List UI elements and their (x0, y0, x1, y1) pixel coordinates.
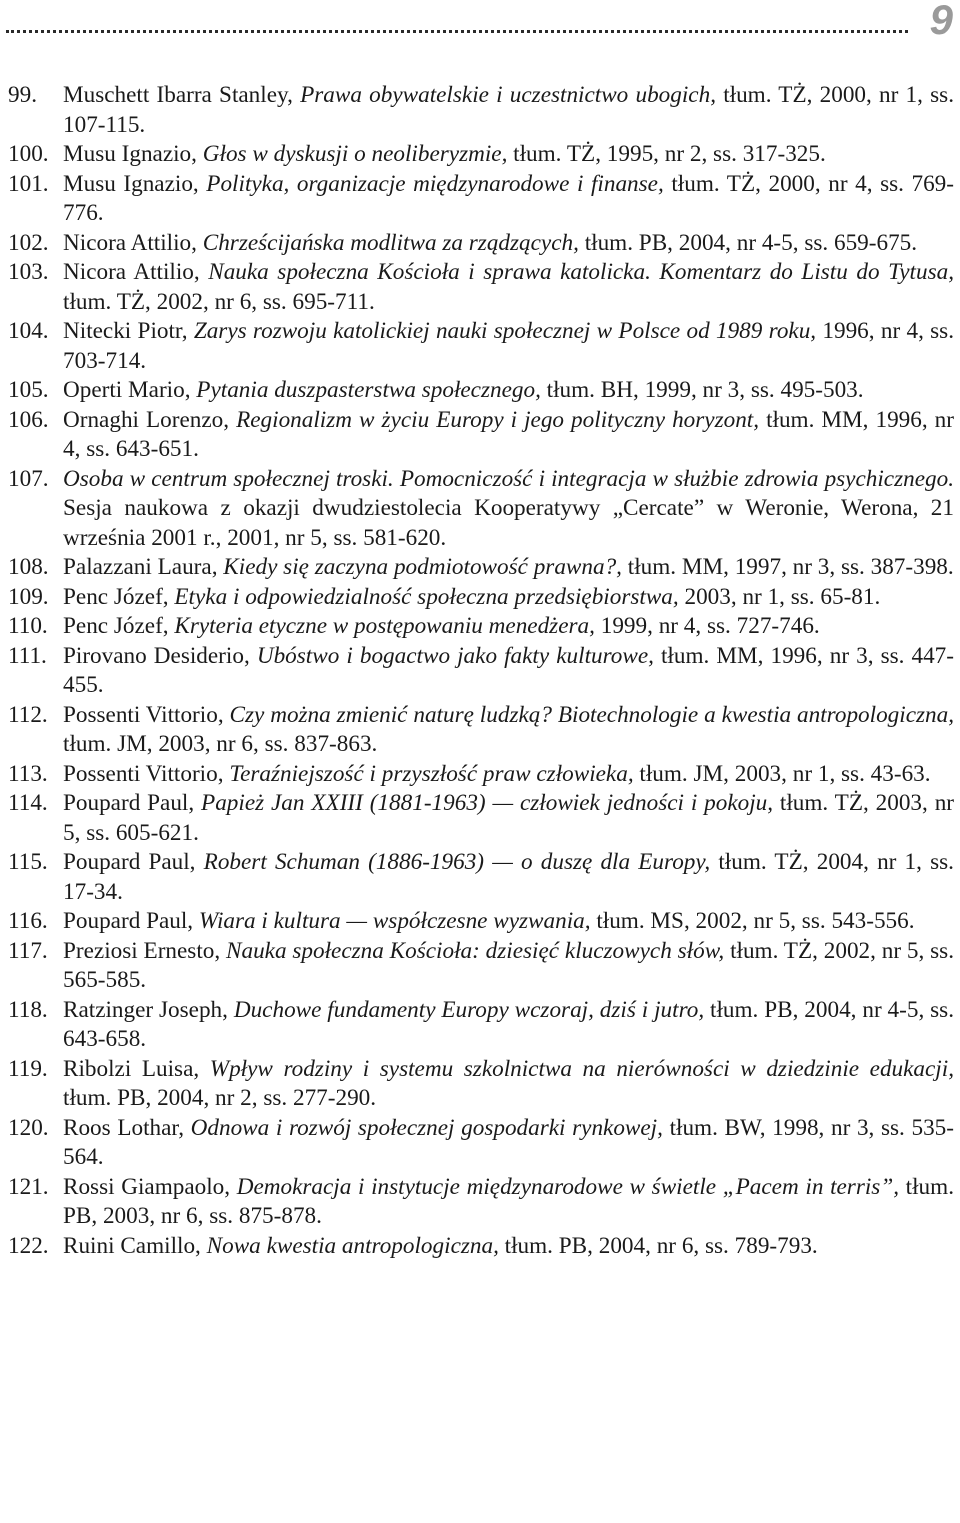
bibliography-entry (0, 760, 960, 790)
bibliography-entry (0, 789, 960, 848)
entry-number: 104. (8, 318, 49, 344)
entry-text: tłum. TŻ, 2003, nr 5, ss. 605-621. (63, 790, 955, 846)
entry-text: Poupard Paul, (63, 908, 199, 934)
entry-text: Penc Józef, (63, 583, 175, 610)
entry-text: tłum. BH, 1999, nr 3, ss. 495-503. (540, 377, 864, 403)
entry-title: Odnowa i rozwój społecznej gospodarki rynkowej, (190, 1114, 663, 1141)
entry-title: Zarys rozwoju katolickiej nauki społecznej w Polsce od 1989 roku, (193, 318, 817, 344)
bibliography-entry (0, 701, 960, 760)
page-number: 9 (929, 0, 952, 43)
entry-text: tłum. TŻ, 2002, nr 5, ss. 565-585. (63, 937, 954, 993)
entry-text: Nitecki Piotr, (63, 318, 194, 344)
entry-number: 110. (8, 613, 48, 639)
entry-text: tłum. PB, 2004, nr 4-5, ss. 659-675. (578, 229, 918, 256)
bibliography-entry (0, 376, 960, 406)
entry-title: Chrześcijańska modlitwa za rządzących, (202, 229, 579, 256)
entry-text: Sesja naukowa z okazji dwudziestolecia Kooperatywy „Cercate” w Weronie, Werona, 21 września 2001 r., 2001, nr 5, ss. 581-620. (63, 495, 954, 551)
entry-text: Rossi Giampaolo, (63, 1173, 237, 1200)
bibliography-entry (0, 406, 960, 465)
entry-number: 116. (8, 908, 48, 934)
entry-number: 111. (8, 642, 47, 669)
entry-number: 115. (8, 849, 48, 875)
entry-number: 99. (8, 82, 37, 108)
entry-number: 119. (8, 1055, 48, 1082)
entry-number: 109. (8, 583, 49, 610)
bibliography-entry (0, 229, 960, 259)
entry-text: tłum. JM, 2003, nr 1, ss. 43-63. (633, 760, 931, 787)
entry-title: Wiara i kultura — współczesne wyzwania, (198, 908, 591, 934)
entry-title: Pytania duszpasterstwa społecznego, (196, 377, 541, 403)
bibliography-entry (0, 907, 960, 937)
entry-text: 1996, nr 4, ss. 703-714. (63, 318, 955, 374)
entry-text: tłum. TŻ, 2000, nr 4, ss. 769-776. (63, 170, 954, 226)
entry-text: tłum. PB, 2004, nr 6, ss. 789-793. (498, 1232, 818, 1259)
bibliography-entry (0, 140, 960, 170)
entry-number: 108. (8, 554, 49, 580)
entry-title: Kryteria etyczne w postępowaniu menedżera, (174, 613, 595, 639)
entry-text: Possenti Vittorio, (63, 760, 230, 787)
entry-text: Operti Mario, (63, 377, 197, 403)
entry-text: Ribolzi Luisa, (63, 1055, 210, 1082)
entry-text: 2003, nr 1, ss. 65-81. (678, 583, 881, 610)
entry-title: Czy można zmienić naturę ludzką? Biotechnologie a kwestia antropologiczna, (229, 701, 954, 728)
entry-number: 120. (8, 1114, 49, 1141)
bibliography-entry (0, 170, 960, 229)
entry-title: Ubóstwo i bogactwo jako fakty kulturowe, (256, 642, 654, 669)
bibliography-entry (0, 81, 960, 140)
entry-title: Osoba w centrum społecznej troski. Pomocniczość i integracja w służbie zdrowia psychicznego. (63, 465, 954, 492)
entry-text: Poupard Paul, (63, 790, 202, 816)
entry-text: Pirovano Desiderio, (63, 642, 257, 669)
entry-number: 118. (8, 996, 48, 1023)
bibliography-entry (0, 1173, 960, 1232)
entry-text: tłum. MS, 2002, nr 5, ss. 543-556. (590, 908, 915, 934)
entry-number: 117. (8, 937, 48, 964)
entry-number: 122. (8, 1232, 49, 1259)
entry-text: tłum. MM, 1996, nr 3, ss. 447-455. (63, 642, 954, 698)
entry-text: Musu Ignazio, (63, 170, 207, 197)
entry-number: 114. (8, 790, 48, 816)
page-header (0, 0, 960, 48)
entry-text: tłum. TŻ, 1995, nr 2, ss. 317-325. (507, 141, 826, 167)
entry-text: Musu Ignazio, (63, 141, 203, 167)
entry-number: 101. (8, 170, 49, 197)
bibliography-entry (0, 465, 960, 554)
entry-text: Ratzinger Joseph, (63, 996, 234, 1023)
entry-number: 121. (8, 1173, 49, 1200)
entry-title: Wpływ rodziny i systemu szkolnictwa na nierówności w dziedzinie edukacji, (209, 1055, 954, 1082)
entry-number: 112. (8, 701, 48, 728)
bibliography-entry (0, 1055, 960, 1114)
entry-title: Nauka społeczna Kościoła i sprawa katolicka. Komentarz do Listu do Tytusa, (208, 259, 954, 285)
entry-text: Nicora Attilio, (63, 259, 209, 285)
bibliography-entry (0, 848, 960, 907)
entry-text: tłum. MM, 1996, nr 4, ss. 643-651. (63, 406, 954, 462)
entry-text: tłum. PB, 2004, nr 2, ss. 277-290. (63, 1085, 377, 1111)
entry-number: 113. (8, 760, 48, 787)
bibliography-entry (0, 258, 960, 317)
entry-text: tłum. TŻ, 2002, nr 6, ss. 695-711. (63, 288, 375, 315)
entry-text: Penc Józef, (63, 613, 175, 639)
entry-text: tłum. JM, 2003, nr 6, ss. 837-863. (63, 731, 378, 757)
entry-text: tłum. PB, 2003, nr 6, ss. 875-878. (63, 1173, 954, 1229)
entry-text: Ornaghi Lorenzo, (63, 406, 237, 433)
bibliography-entry (0, 583, 960, 613)
entry-text: Roos Lothar, (63, 1114, 191, 1141)
entry-text: tłum. MM, 1997, nr 3, ss. 387-398. (621, 554, 954, 580)
entry-title: Nowa kwestia antropologiczna, (206, 1232, 499, 1259)
entry-text: tłum. BW, 1998, nr 3, ss. 535-564. (63, 1114, 954, 1170)
entry-number: 105. (8, 377, 49, 403)
bibliography-entry (0, 1232, 960, 1262)
entry-number: 106. (8, 406, 49, 433)
bibliography-entry (0, 553, 960, 583)
entry-title: Demokracja i instytucje międzynarodowe w świetle „Pacem in terris”, (236, 1173, 900, 1200)
entry-title: Etyka i odpowiedzialność społeczna przedsiębiorstwa, (174, 583, 679, 610)
entry-number: 100. (8, 141, 49, 167)
bibliography-entry (0, 642, 960, 701)
entry-number: 107. (8, 465, 49, 492)
entry-number: 102. (8, 229, 49, 256)
entry-text: Muschett Ibarra Stanley, (63, 82, 301, 108)
bibliography-entry (0, 996, 960, 1055)
entry-title: Głos w dyskusji o neoliberyzmie, (202, 141, 508, 167)
bibliography-entry (0, 317, 960, 376)
entry-text: Nicora Attilio, (63, 229, 203, 256)
entry-text: Ruini Camillo, (63, 1232, 207, 1259)
bibliography-list (0, 81, 960, 1261)
bibliography-entry (0, 1114, 960, 1173)
entry-text: 1999, nr 4, ss. 727-746. (594, 613, 820, 639)
entry-title: Polityka, organizacje międzynarodowe i finanse, (206, 170, 664, 197)
entry-title: Teraźniejszość i przyszłość praw człowieka, (229, 760, 634, 787)
entry-text: Preziosi Ernesto, (63, 937, 227, 964)
dotted-leader-rule (6, 30, 908, 33)
entry-title: Nauka społeczna Kościoła: dziesięć kluczowych słów, (226, 937, 725, 964)
entry-title: Regionalizm w życiu Europy i jego polityczny horyzont, (236, 406, 760, 433)
entry-number: 103. (8, 259, 49, 285)
entry-text: tłum. TŻ, 2000, nr 1, ss. 107-115. (63, 82, 954, 138)
entry-text: Poupard Paul, (63, 849, 204, 875)
entry-title: Kiedy się zaczyna podmiotowość prawna?, (223, 554, 622, 580)
entry-text: Possenti Vittorio, (63, 701, 230, 728)
entry-title: Robert Schuman (1886-1963) — o duszę dla Europy, (203, 849, 711, 875)
bibliography-entry (0, 937, 960, 996)
bibliography-entry (0, 612, 960, 642)
entry-title: Duchowe fundamenty Europy wczoraj, dziś i jutro, (233, 996, 705, 1023)
entry-title: Papież Jan XXIII (1881-1963) — człowiek jedności i pokoju, (201, 790, 774, 816)
entry-title: Prawa obywatelskie i uczestnictwo ubogich, (300, 82, 716, 108)
entry-text: tłum. PB, 2004, nr 4-5, ss. 643-658. (63, 996, 954, 1052)
entry-text: tłum. TŻ, 2004, nr 1, ss. 17-34. (63, 849, 954, 905)
entry-text: Palazzani Laura, (63, 554, 224, 580)
